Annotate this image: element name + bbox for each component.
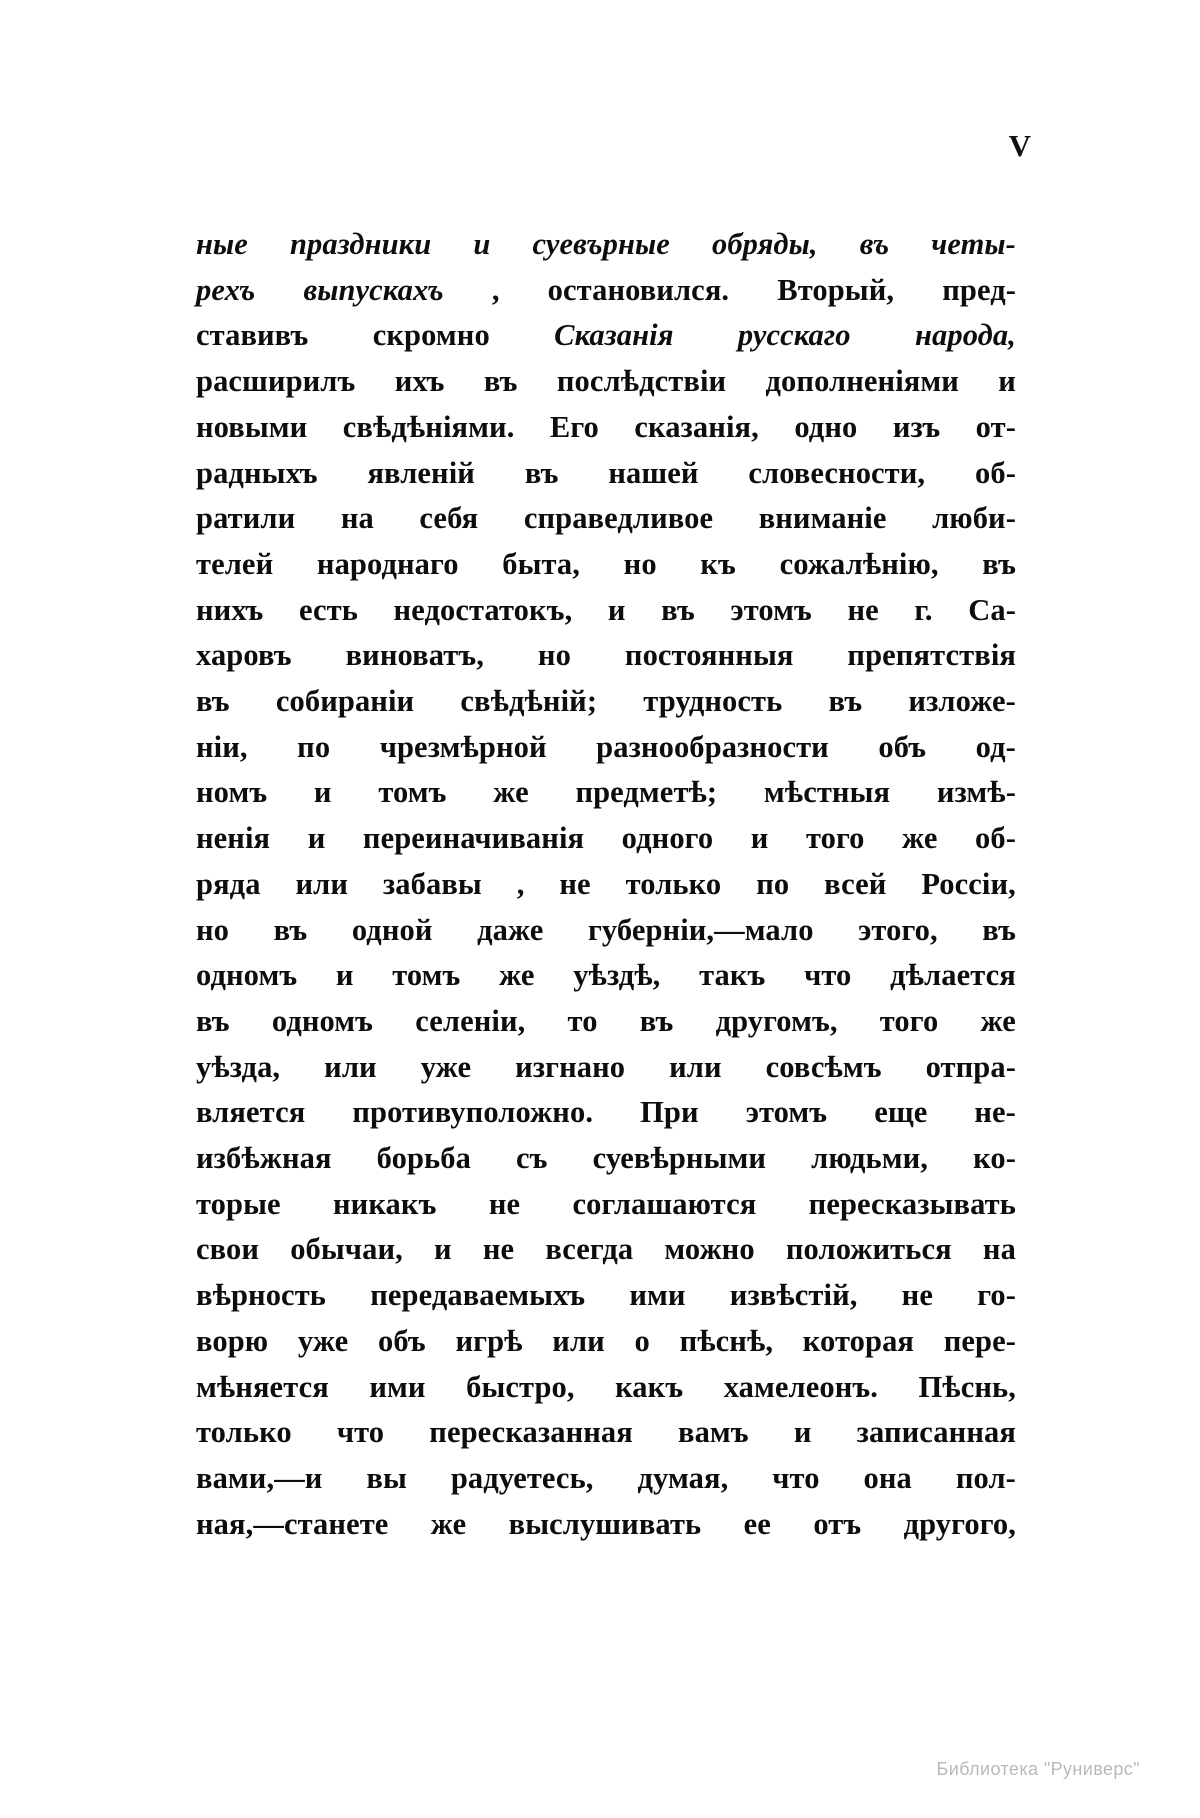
- text-word: од-: [975, 729, 1016, 764]
- text-word: и: [998, 364, 1016, 399]
- text-word: Са-: [968, 592, 1016, 627]
- text-line: [196, 451, 1016, 497]
- text-word: обычаи,: [290, 1232, 403, 1267]
- text-word: выслушивать: [508, 1506, 702, 1541]
- text-word: никакъ: [333, 1186, 437, 1221]
- text-word: ратили: [196, 501, 296, 536]
- text-word: пересказанная: [429, 1415, 633, 1450]
- text-line: [196, 1090, 1016, 1136]
- text-word: что: [804, 958, 852, 993]
- text-word: суевѣрными: [592, 1141, 767, 1176]
- text-word: не: [559, 866, 591, 901]
- text-word: и: [335, 958, 354, 993]
- text-word: мѣстныя: [763, 775, 891, 810]
- text-word: скромно: [372, 318, 490, 353]
- text-word: дополненіями: [765, 364, 959, 399]
- text-line: [196, 1045, 1016, 1091]
- text-line: [196, 862, 1016, 908]
- text-word: собираніи: [275, 684, 415, 719]
- text-word: положиться: [785, 1232, 952, 1267]
- text-word: же: [493, 775, 529, 810]
- text-word: другого,: [903, 1506, 1016, 1541]
- text-word: же: [499, 958, 535, 993]
- text-word: людьми,: [811, 1141, 929, 1176]
- text-word: свои: [196, 1232, 260, 1267]
- text-word: мѣняется: [196, 1369, 329, 1404]
- text-word: ненія: [196, 821, 271, 856]
- text-line: [196, 1410, 1016, 1456]
- text-line: [196, 770, 1016, 816]
- text-word: го-: [977, 1278, 1016, 1313]
- text-word: въ: [483, 364, 518, 399]
- text-word: не-: [974, 1095, 1016, 1130]
- text-word: трудность: [643, 684, 783, 719]
- text-word: быта,: [502, 546, 581, 581]
- text-word: себя: [419, 501, 479, 536]
- text-word: об-: [975, 821, 1016, 856]
- text-word: Сказанія: [554, 318, 674, 353]
- text-word: еще: [874, 1095, 928, 1130]
- text-line: [196, 816, 1016, 862]
- text-word: нашей: [608, 455, 699, 490]
- text-word: совсѣмъ: [765, 1049, 882, 1084]
- text-word: же: [980, 1003, 1016, 1038]
- text-word: которая: [802, 1323, 915, 1358]
- text-line: [196, 268, 1016, 314]
- text-line: [196, 542, 1016, 588]
- text-word: ко-: [973, 1141, 1016, 1176]
- text-word: харовъ: [196, 638, 292, 673]
- text-word: только: [625, 866, 722, 901]
- text-word: и: [793, 1415, 812, 1450]
- text-word: хамелеонъ.: [723, 1369, 878, 1404]
- text-word: сказанія,: [634, 409, 759, 444]
- text-word: пересказывать: [808, 1186, 1016, 1221]
- text-word: извѣстій,: [729, 1278, 858, 1313]
- text-word: ими: [369, 1369, 426, 1404]
- text-word: пред-: [942, 272, 1016, 307]
- text-word: въ: [661, 592, 695, 627]
- text-word: послѣдствіи: [556, 364, 727, 399]
- text-word: изгнано: [515, 1049, 626, 1084]
- text-word: не: [847, 592, 879, 627]
- text-line: [196, 359, 1016, 405]
- text-word: уже: [297, 1323, 349, 1358]
- text-word: въ: [196, 684, 230, 719]
- text-word: русскаго: [737, 318, 851, 353]
- text-word: и: [607, 592, 626, 627]
- text-word: этого,: [858, 912, 938, 947]
- text-word: недостатокъ,: [393, 592, 573, 627]
- text-word: же: [430, 1506, 467, 1541]
- text-line: [196, 496, 1016, 542]
- text-word: свѣдѣніями.: [342, 409, 515, 444]
- text-word: какъ: [615, 1369, 684, 1404]
- text-word: но: [196, 912, 230, 947]
- text-word: об-: [975, 455, 1016, 490]
- text-word: она: [863, 1460, 912, 1495]
- text-word: что: [772, 1460, 820, 1495]
- text-word: измѣ-: [936, 775, 1016, 810]
- text-word: изъ: [892, 409, 941, 444]
- text-word: народнаго: [316, 546, 459, 581]
- text-word: вы: [366, 1460, 407, 1495]
- text-word: томъ: [392, 958, 461, 993]
- text-word: расширилъ: [196, 364, 356, 399]
- text-line: [196, 1273, 1016, 1319]
- text-word: ихъ: [394, 364, 445, 399]
- text-word: то: [567, 1003, 598, 1038]
- text-line: [196, 1456, 1016, 1502]
- text-word: ставивъ: [196, 318, 309, 353]
- text-line: [196, 588, 1016, 634]
- text-line: [196, 1227, 1016, 1273]
- text-word: въ: [982, 546, 1016, 581]
- text-word: и: [307, 821, 326, 856]
- text-word: томъ: [378, 775, 447, 810]
- text-word: такъ: [699, 958, 766, 993]
- text-word: борьба: [376, 1141, 471, 1176]
- text-word: вниманіе: [758, 501, 887, 536]
- text-word: ими: [629, 1278, 686, 1313]
- text-word: нихъ: [196, 592, 264, 627]
- text-word: думая,: [637, 1460, 729, 1495]
- text-line: [196, 725, 1016, 771]
- text-line: [196, 1182, 1016, 1228]
- text-word: къ: [700, 546, 736, 581]
- text-word: или: [295, 866, 349, 901]
- text-word: того: [805, 821, 865, 856]
- text-word: въ: [273, 912, 308, 947]
- text-word: сожалѣнію,: [779, 546, 939, 581]
- text-word: препятствія: [847, 638, 1016, 673]
- text-word: номъ: [196, 775, 268, 810]
- text-word: въ: [639, 1003, 674, 1038]
- text-word: игрѣ: [455, 1323, 523, 1358]
- text-word: въ: [859, 227, 890, 261]
- text-word: постоянныя: [624, 638, 794, 673]
- page-number: V: [1008, 128, 1032, 163]
- text-word: чрезмѣрной: [379, 729, 547, 764]
- text-word: новыми: [196, 409, 308, 444]
- text-word: или: [669, 1049, 722, 1084]
- text-word: обряды,: [712, 227, 818, 261]
- text-word: селеніи,: [415, 1003, 526, 1038]
- text-line: [196, 633, 1016, 679]
- text-word: по: [756, 866, 790, 901]
- text-word: можно: [664, 1232, 755, 1267]
- text-word: одно: [794, 409, 858, 444]
- text-word: по: [297, 729, 331, 764]
- text-line: [196, 679, 1016, 725]
- text-word: переиначиванія: [362, 821, 585, 856]
- body-text: [196, 222, 1016, 1547]
- text-word: ніи,: [196, 729, 248, 764]
- text-word: ряда: [196, 866, 261, 901]
- text-line: [196, 953, 1016, 999]
- text-line: [196, 1319, 1016, 1365]
- text-word: передаваемыхъ: [370, 1278, 586, 1313]
- text-word: Его: [549, 409, 599, 444]
- text-word: же: [902, 821, 938, 856]
- text-line: [196, 313, 1016, 359]
- text-word: свѣдѣній;: [460, 684, 598, 719]
- text-word: дѣлается: [890, 958, 1016, 993]
- text-word: одной: [351, 912, 433, 947]
- text-word: и: [434, 1232, 452, 1267]
- text-word: рехъ: [196, 272, 256, 307]
- text-word: ,: [516, 866, 525, 901]
- text-word: даже: [477, 912, 544, 947]
- text-word: справедливое: [523, 501, 714, 536]
- text-word: отъ: [813, 1506, 862, 1541]
- text-word: пѣснѣ,: [679, 1323, 774, 1358]
- text-word: изложе-: [908, 684, 1016, 719]
- text-word: телей: [196, 546, 274, 581]
- text-word: другомъ,: [715, 1003, 838, 1038]
- text-word: всей: [824, 866, 887, 901]
- text-word: ,: [491, 272, 500, 307]
- text-word: вѣрность: [196, 1278, 327, 1313]
- text-word: одномъ: [196, 958, 298, 993]
- text-word: словесности,: [748, 455, 926, 490]
- text-word: ные: [196, 227, 248, 261]
- text-line: [196, 908, 1016, 954]
- text-word: ворю: [196, 1323, 269, 1358]
- text-word: вляется: [196, 1095, 306, 1130]
- text-word: того: [879, 1003, 939, 1038]
- text-word: остановился.: [547, 272, 730, 307]
- text-word: избѣжная: [196, 1141, 332, 1176]
- text-line: [196, 1502, 1016, 1548]
- text-word: есть: [299, 592, 358, 627]
- text-word: на: [340, 501, 374, 536]
- text-word: уже: [420, 1049, 472, 1084]
- text-word: о: [634, 1323, 650, 1358]
- text-word: уѣзда,: [196, 1049, 281, 1084]
- text-word: и: [473, 227, 491, 261]
- text-word: выпускахъ: [303, 272, 444, 307]
- text-word: объ: [377, 1323, 426, 1358]
- text-word: не: [488, 1186, 521, 1221]
- text-word: пол-: [955, 1460, 1016, 1495]
- text-word: быстро,: [466, 1369, 575, 1404]
- text-word: что: [336, 1415, 385, 1450]
- text-word: но: [623, 546, 657, 581]
- text-word: но: [537, 638, 571, 673]
- text-word: радныхъ: [196, 455, 318, 490]
- text-word: одномъ: [271, 1003, 374, 1038]
- text-word: записанная: [856, 1415, 1016, 1450]
- text-word: и: [750, 821, 769, 856]
- text-word: объ: [878, 729, 927, 764]
- text-word: этомъ: [745, 1095, 828, 1130]
- text-word: Вторый,: [777, 272, 895, 307]
- text-word: четы-: [931, 227, 1016, 261]
- text-word: всегда: [545, 1232, 634, 1267]
- text-word: въ: [828, 684, 863, 719]
- text-word: суевърные: [532, 227, 670, 261]
- text-word: народа,: [914, 318, 1016, 353]
- text-word: въ: [196, 1003, 230, 1038]
- text-word: пере-: [943, 1323, 1016, 1358]
- text-word: въ: [982, 912, 1016, 947]
- text-word: вами,—и: [196, 1460, 323, 1495]
- text-word: радуетесь,: [450, 1460, 594, 1495]
- text-word: вамъ: [678, 1415, 749, 1450]
- text-word: или: [324, 1049, 377, 1084]
- text-word: виноватъ,: [345, 638, 484, 673]
- text-word: на: [982, 1232, 1016, 1267]
- text-line: [196, 1365, 1016, 1411]
- text-word: не: [901, 1278, 933, 1313]
- text-word: торые: [196, 1186, 281, 1221]
- text-word: губерніи,—мало: [587, 912, 814, 947]
- text-word: от-: [975, 409, 1016, 444]
- text-word: не: [482, 1232, 515, 1267]
- text-word: разнообразности: [596, 729, 829, 764]
- text-word: только: [196, 1415, 292, 1450]
- library-watermark: Библиотека "Руниверс": [936, 1759, 1140, 1779]
- text-word: При: [640, 1095, 699, 1130]
- text-line: [196, 999, 1016, 1045]
- text-line: [196, 222, 1016, 268]
- text-word: явленій: [367, 455, 475, 490]
- text-word: предметѣ;: [575, 775, 718, 810]
- text-word: праздники: [289, 227, 432, 261]
- text-word: противуположно.: [352, 1095, 594, 1130]
- text-word: отпра-: [925, 1049, 1016, 1084]
- text-word: люби-: [932, 501, 1016, 536]
- text-word: одного: [621, 821, 714, 856]
- text-word: уѣздѣ,: [573, 958, 661, 993]
- text-word: ная,—станете: [196, 1506, 389, 1541]
- text-line: [196, 1136, 1016, 1182]
- text-word: забавы: [382, 866, 482, 901]
- text-word: Пѣснь,: [918, 1369, 1016, 1404]
- text-word: въ: [524, 455, 559, 490]
- text-word: соглашаются: [572, 1186, 757, 1221]
- text-word: г.: [914, 592, 933, 627]
- text-word: съ: [516, 1141, 548, 1176]
- text-word: или: [552, 1323, 605, 1358]
- text-line: [196, 405, 1016, 451]
- text-word: ее: [743, 1506, 771, 1541]
- text-word: этомъ: [730, 592, 812, 627]
- text-word: и: [313, 775, 332, 810]
- text-word: Россіи,: [921, 866, 1016, 901]
